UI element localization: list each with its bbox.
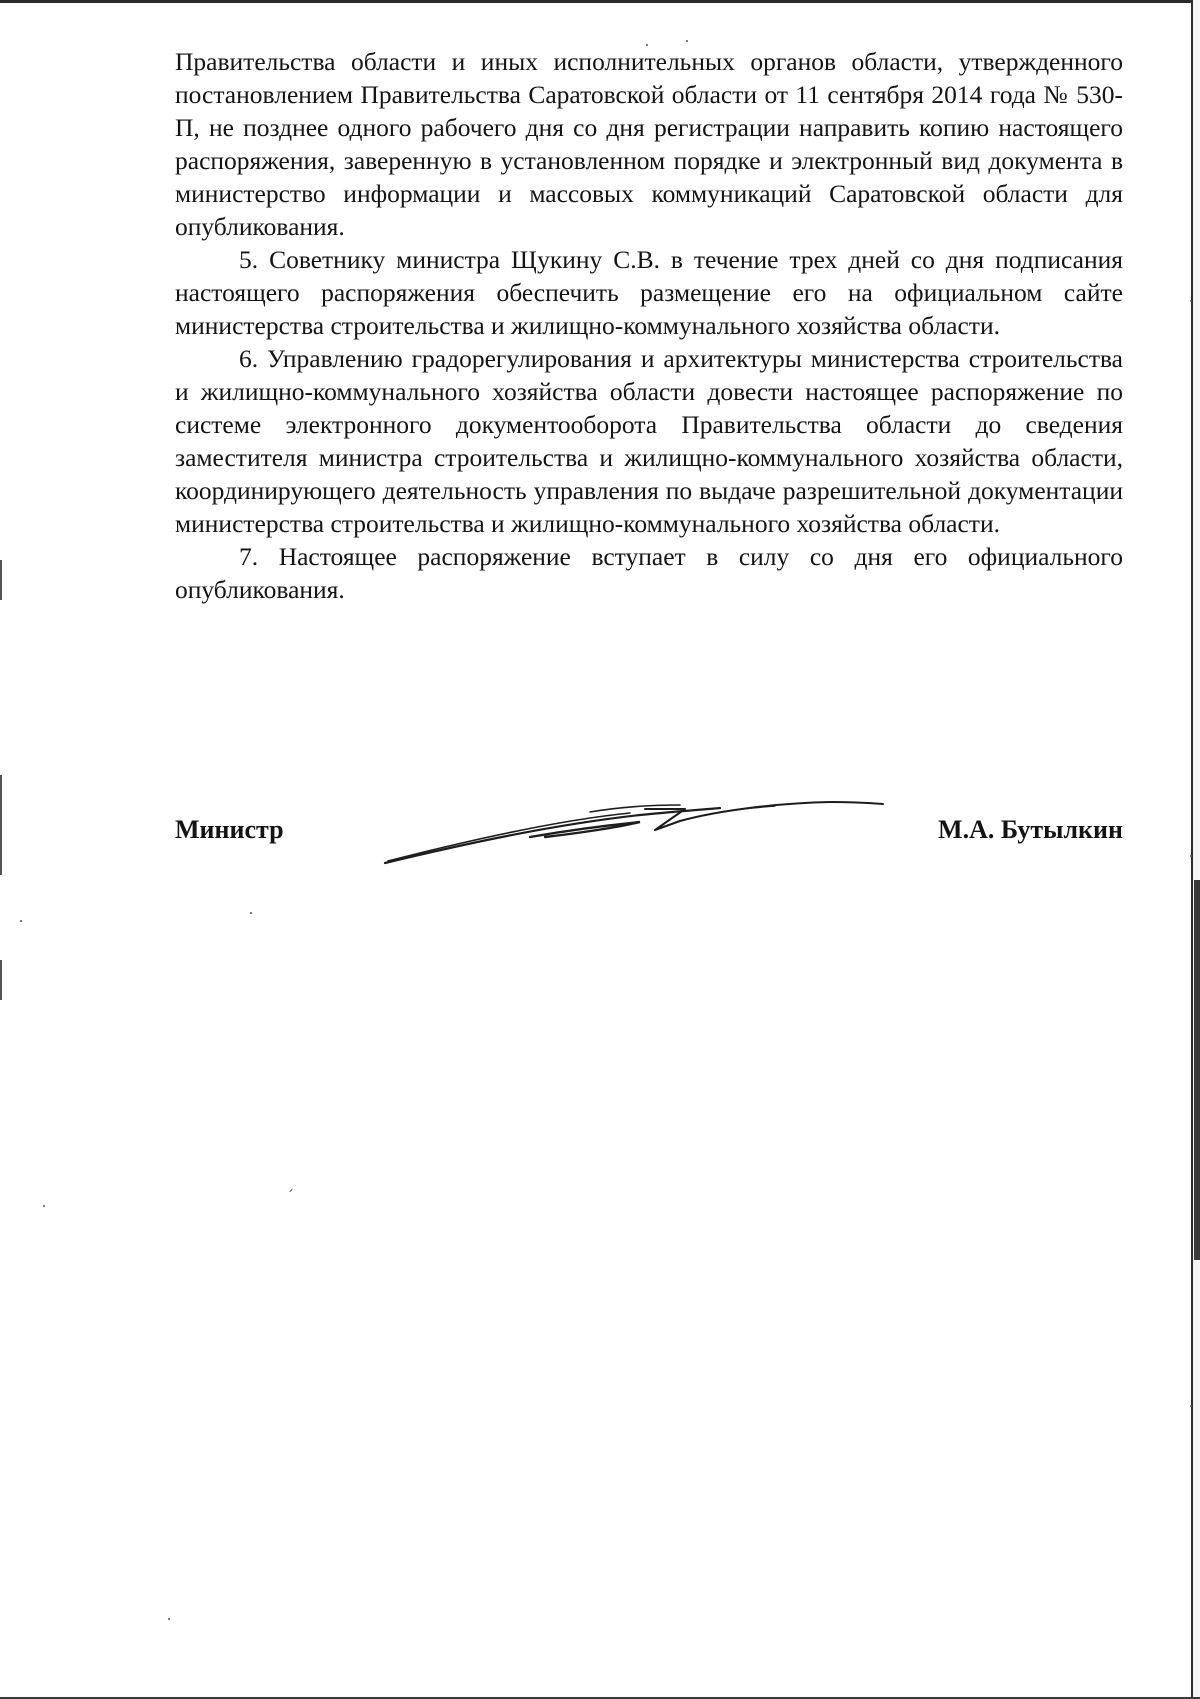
scan-speck: [289, 1189, 293, 1193]
document-body: [175, 45, 1123, 606]
scan-speck: [1190, 300, 1192, 302]
paragraph-item-7: 7. Настоящее распоряжение вступает в силу со дня его официального опубликования.: [175, 542, 1123, 604]
signatory-title: Министр: [175, 815, 284, 844]
scan-speck: [250, 912, 252, 914]
scan-edge-left-mark: [0, 775, 2, 875]
paragraph-item-6: 6. Управлению градорегулирования и архитектуры министерства строительства и жилищно-коммунального хозяйства области довести настоящее распоряжение по системе электронного документооборота Правительства области до сведения заместителя министра строительства и жилищно-коммунального хозяйства области, координирующего деятельность управления по выдаче разрешительной документации министерства строительства и жилищно-коммунального хозяйства области.: [175, 344, 1123, 538]
handwritten-signature: [380, 785, 890, 865]
scan-speck: [1190, 1405, 1192, 1407]
scan-edge-right: [1191, 0, 1200, 1699]
scan-speck: [43, 1205, 45, 1207]
scan-edge-right-shadow: [1194, 880, 1200, 1260]
scan-edge-top: [0, 0, 1200, 3]
scan-speck: [686, 40, 688, 42]
signatory-name: М.А. Бутылкин: [938, 815, 1123, 844]
scan-speck: [20, 920, 22, 922]
scan-speck: [1190, 855, 1192, 857]
paragraph-continuation: Правительства области и иных исполнительных органов области, утвержденного постановлением Правительства Саратовской области от 11 сентября 2014 года № 530-П, не позднее одного рабочего дня со дня регистрации направить копию настоящего распоряжения, заверенную в установленном порядке и электронный вид документа в министерство информации и массовых коммуникаций Саратовской области для опубликования.: [175, 47, 1123, 241]
scan-speck: [168, 1618, 170, 1620]
scan-edge-left-mark: [0, 560, 2, 600]
scan-edge-left-mark: [0, 960, 2, 1000]
paragraph-item-5: 5. Советнику министра Щукину С.В. в течение трех дней со дня подписания настоящего распоряжения обеспечить размещение его на официальном сайте министерства строительства и жилищно-коммунального хозяйства области.: [175, 245, 1123, 340]
